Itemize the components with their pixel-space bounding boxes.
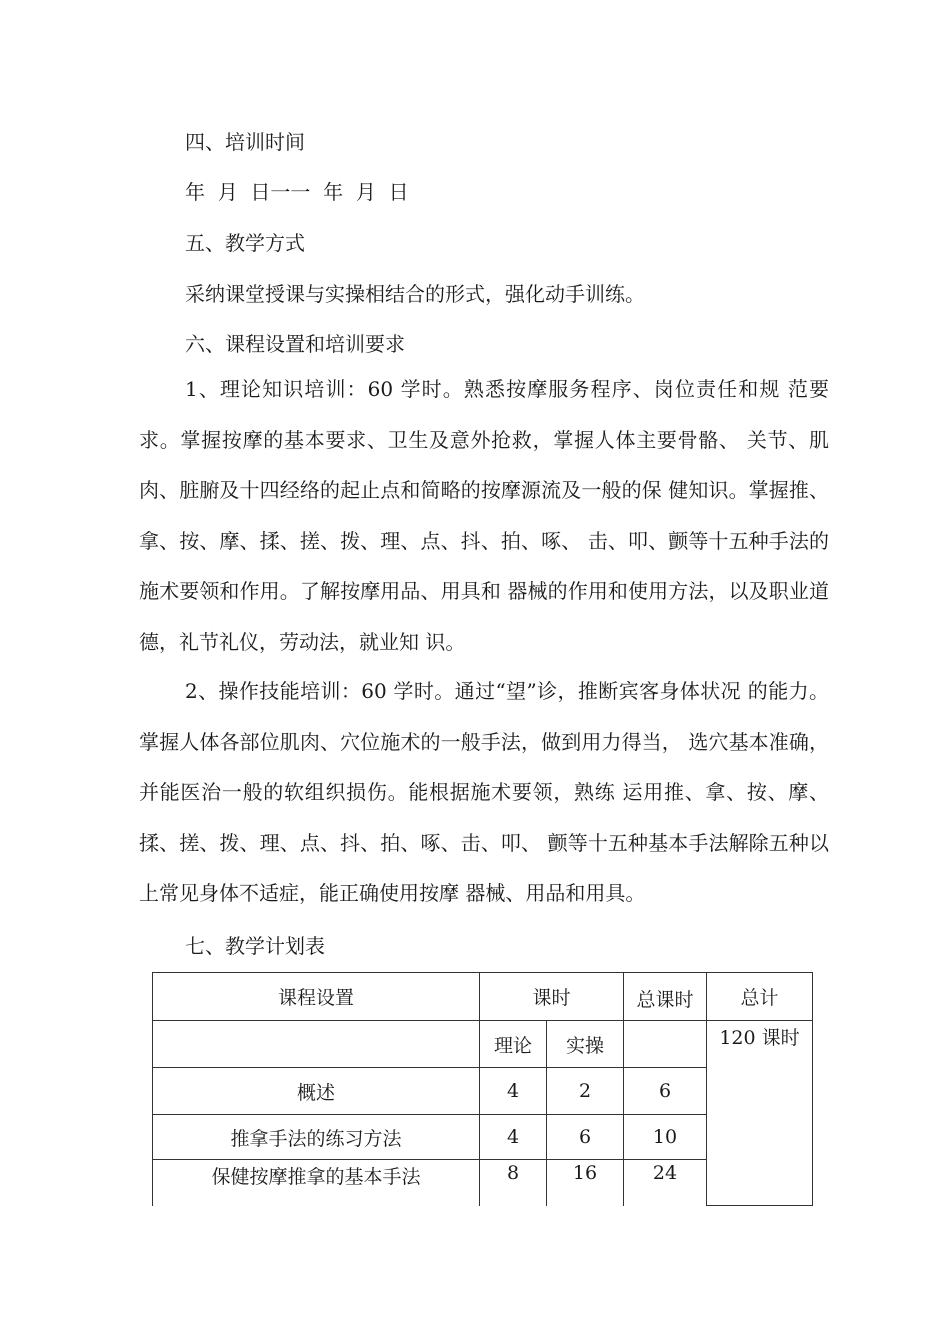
teaching-method-text: 采纳课堂授课与实操相结合的形式，强化动手训练。: [185, 282, 645, 306]
subheader-empty-2: [624, 1021, 707, 1068]
section-7-heading: 七、教学计划表: [185, 934, 325, 958]
course-name: 概述: [153, 1068, 480, 1115]
section-5-heading: 五、教学方式: [185, 231, 305, 255]
training-dates: 年 月 日一一 年 月 日: [185, 180, 409, 204]
section-6-heading: 六、课程设置和培训要求: [185, 332, 405, 356]
practice-hours: 6: [547, 1115, 624, 1160]
header-total-hours: 总课时: [624, 973, 707, 1021]
course-name: 保健按摩推拿的基本手法: [153, 1160, 480, 1206]
total-hours-cell: 120 课时: [707, 1021, 813, 1206]
practice-hours: 16: [547, 1160, 624, 1206]
theory-hours: 4: [480, 1115, 547, 1160]
table-header-row: [153, 973, 813, 1021]
theory-hours: 8: [480, 1160, 547, 1206]
teaching-plan-table: [152, 972, 813, 1206]
course-total-hours: 24: [624, 1160, 707, 1206]
theory-hours: 4: [480, 1068, 547, 1115]
header-hours: 课时: [480, 973, 624, 1021]
course-total-hours: 10: [624, 1115, 707, 1160]
practice-hours: 2: [547, 1068, 624, 1115]
course-name: 推拿手法的练习方法: [153, 1115, 480, 1160]
header-total: 总计: [707, 973, 813, 1021]
section-4-heading: 四、培训时间: [185, 130, 305, 154]
subheader-empty: [153, 1021, 480, 1068]
subheader-practice: 实操: [547, 1021, 624, 1068]
theory-training-paragraph: 1、理论知识培训：60 学时。熟悉按摩服务程序、岗位责任和规 范要求。掌握按摩的基本要求、卫生及意外抢救，掌握人体主要骨骼、 关节、肌肉、脏腑及十四经络的起止点和简略的按摩源流及一般的保 健知识。掌握推、拿、按、摩、揉、搓、拨、理、点、抖、拍、啄、 击、叩、颤等十五种手法的施术要领和作用。了解按摩用品、用具和 器械的作用和使用方法，以及职业道德，礼节礼仪，劳动法，就业知 识。: [139, 377, 829, 654]
skill-training-paragraph: 2、操作技能培训：60 学时。通过“望”诊，推断宾客身体状况 的能力。掌握人体各部位肌肉、穴位施术的一般手法，做到用力得当， 选穴基本准确，并能医治一般的软组织损伤。能根据施术要领，熟练 运用推、拿、按、摩、揉、搓、拨、理、点、抖、拍、啄、击、叩、 颤等十五种基本手法解除五种以上常见身体不适症，能正确使用按摩 器械、用品和用具。: [139, 679, 829, 905]
subheader-theory: 理论: [480, 1021, 547, 1068]
course-total-hours: 6: [624, 1068, 707, 1115]
header-course: 课程设置: [153, 973, 480, 1021]
table-subheader-row: [153, 1021, 813, 1068]
